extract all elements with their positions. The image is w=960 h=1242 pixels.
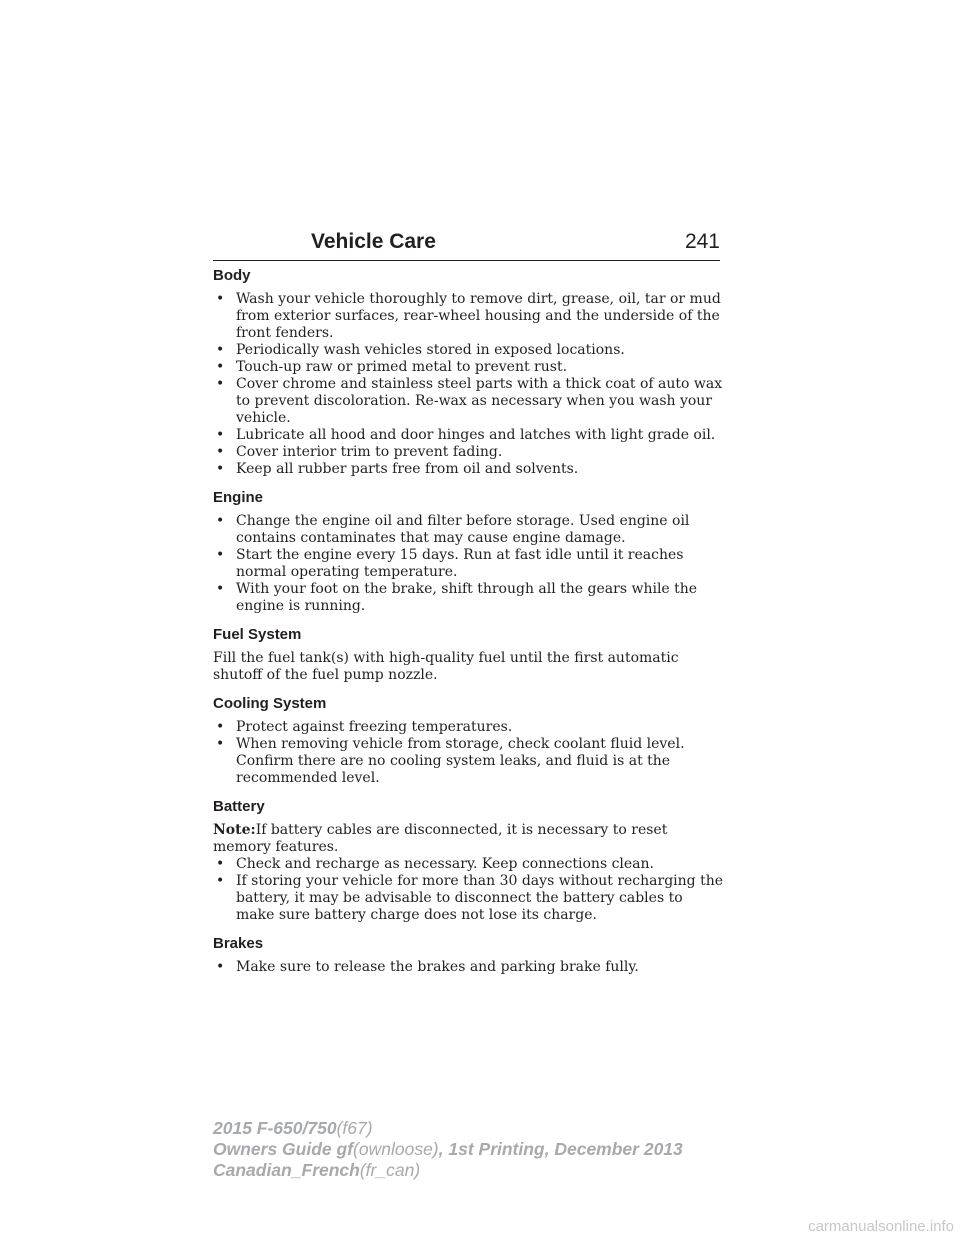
page-content bbox=[213, 266, 723, 976]
footer-line-3: Canadian_French(fr_can) bbox=[213, 1160, 421, 1180]
bullet-icon: • bbox=[216, 719, 225, 735]
bullet-icon: • bbox=[216, 376, 225, 392]
list-item: • Touch-up raw or primed metal to prevent rust. bbox=[216, 359, 568, 375]
print-footer bbox=[213, 1118, 733, 1181]
section-heading-brakes: Brakes bbox=[213, 935, 264, 952]
list-item: • Change the engine oil and filter before storage. Used engine oil contains contaminates that may cause engine damage. bbox=[216, 513, 690, 546]
body-list bbox=[213, 291, 723, 478]
section-heading-body: Body bbox=[213, 267, 251, 284]
bullet-icon: • bbox=[216, 581, 225, 597]
list-item: • Check and recharge as necessary. Keep connections clean. bbox=[216, 856, 654, 872]
list-item: • Lubricate all hood and door hinges and latches with light grade oil. bbox=[216, 427, 716, 443]
bullet-icon: • bbox=[216, 513, 225, 529]
bullet-icon: • bbox=[216, 547, 225, 563]
list-item: • Cover chrome and stainless steel parts with a thick coat of auto wax to prevent discoloration. Re-wax as necessary when you wash your vehicle. bbox=[216, 376, 723, 426]
bullet-icon: • bbox=[216, 959, 225, 975]
list-item: • Start the engine every 15 days. Run at fast idle until it reaches normal operating temperature. bbox=[216, 547, 684, 580]
cooling-list bbox=[213, 719, 723, 787]
page-number: 241 bbox=[684, 230, 720, 253]
note-text: If battery cables are disconnected, it is necessary to reset memory features. bbox=[213, 822, 668, 855]
fuel-paragraph: Fill the fuel tank(s) with high-quality fuel until the first automatic shutoff of the fuel pump nozzle. bbox=[213, 650, 679, 683]
section-heading-engine: Engine bbox=[213, 489, 264, 506]
chapter-title: Vehicle Care bbox=[311, 230, 436, 253]
bullet-icon: • bbox=[216, 342, 225, 358]
bullet-icon: • bbox=[216, 427, 225, 443]
watermark: carmanualsonline.info bbox=[808, 1218, 954, 1235]
battery-list bbox=[213, 856, 723, 924]
list-item: • If storing your vehicle for more than 30 days without recharging the battery, it may be advisable to disconnect the battery cables to make sure battery charge does not lose its charge. bbox=[216, 873, 723, 923]
list-item: • With your foot on the brake, shift through all the gears while the engine is running. bbox=[216, 581, 698, 614]
section-heading-fuel: Fuel System bbox=[213, 626, 302, 643]
note-label: Note: bbox=[213, 822, 256, 838]
bullet-icon: • bbox=[216, 873, 225, 889]
bullet-icon: • bbox=[216, 359, 225, 375]
list-item: • Wash your vehicle thoroughly to remove dirt, grease, oil, tar or mud from exterior surfaces, rear-wheel housing and the underside of the front fenders. bbox=[216, 291, 721, 341]
bullet-icon: • bbox=[216, 444, 225, 460]
bullet-icon: • bbox=[216, 291, 225, 307]
brakes-list bbox=[213, 959, 723, 976]
list-item: • Keep all rubber parts free from oil and solvents. bbox=[216, 461, 579, 477]
engine-list bbox=[213, 513, 723, 615]
list-item: • When removing vehicle from storage, check coolant fluid level. Confirm there are no cooling system leaks, and fluid is at the recommended level. bbox=[216, 736, 685, 786]
section-heading-battery: Battery bbox=[213, 798, 265, 815]
footer-line-2: Owners Guide gf(ownloose), 1st Printing, December 2013 bbox=[213, 1139, 683, 1159]
bullet-icon: • bbox=[216, 856, 225, 872]
list-item: • Cover interior trim to prevent fading. bbox=[216, 444, 503, 460]
battery-note bbox=[213, 822, 723, 856]
list-item: • Make sure to release the brakes and parking brake fully. bbox=[216, 959, 639, 975]
section-heading-cooling: Cooling System bbox=[213, 695, 327, 712]
page-header bbox=[213, 228, 720, 261]
bullet-icon: • bbox=[216, 736, 225, 752]
list-item: • Periodically wash vehicles stored in exposed locations. bbox=[216, 342, 625, 358]
list-item: • Protect against freezing temperatures. bbox=[216, 719, 513, 735]
bullet-icon: • bbox=[216, 461, 225, 477]
footer-line-1: 2015 F-650/750(f67) bbox=[213, 1118, 373, 1138]
